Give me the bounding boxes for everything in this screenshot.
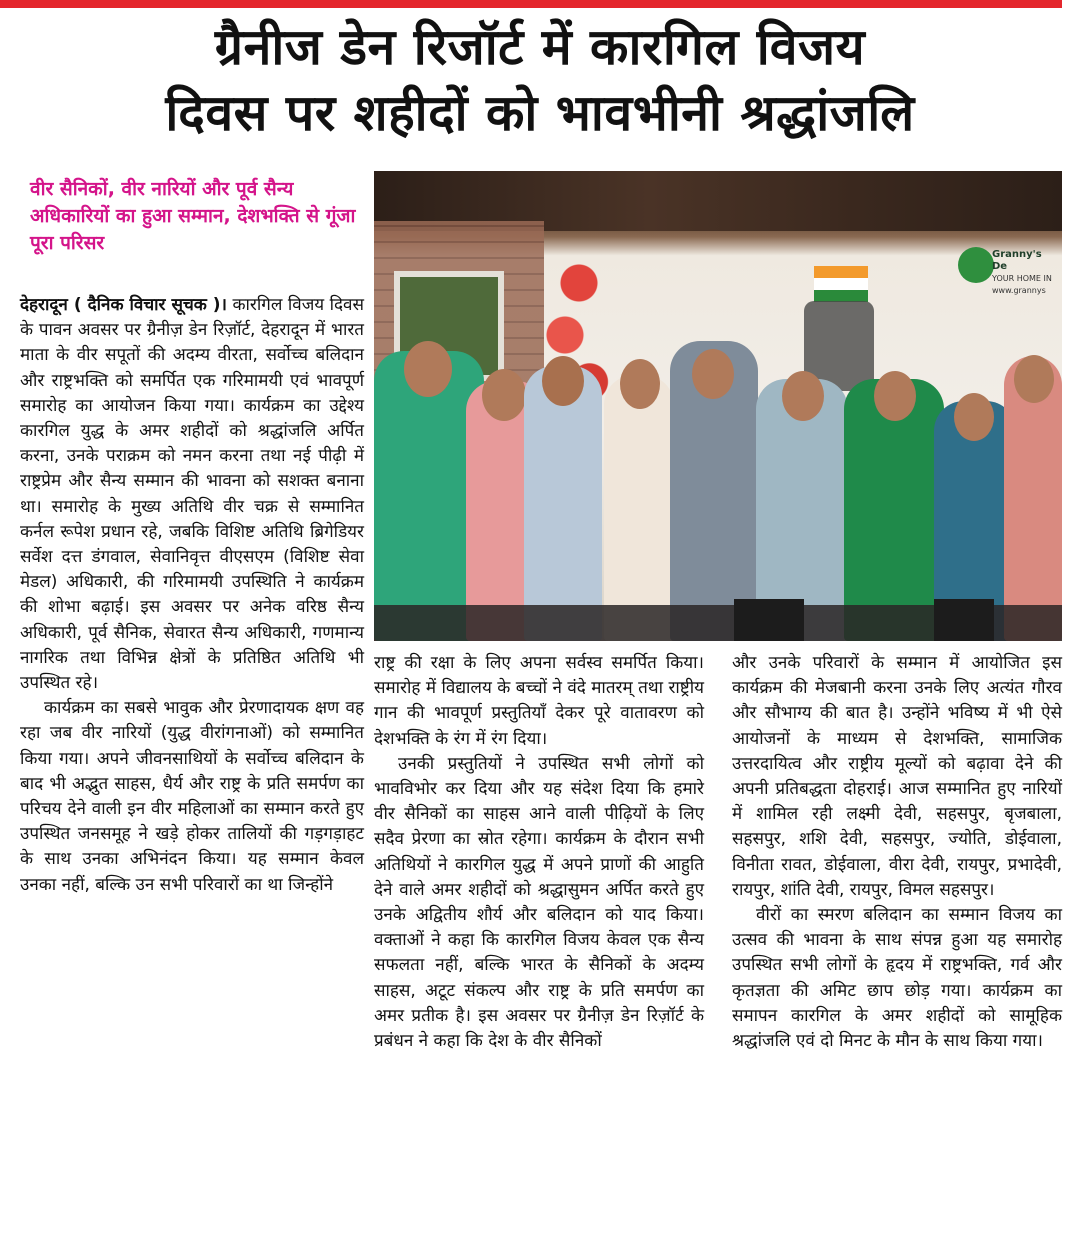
article-paragraph: वीरों का स्मरण बलिदान का सम्मान विजय का उत्सव की भावना के साथ संपन्न हुआ यह समारोह उपस्थित सभी लोगों के हृदय में राष्ट्रभक्ति, गर्व और कृतज्ञता की अमिट छाप छोड़ गया। कार्यक्रम का समापन कारगिल के अमर शहीदों को सामूहिक श्रद्धांजलि एवं दो मिनट के मौन के साथ किया गया। bbox=[732, 905, 1062, 1052]
person-head bbox=[782, 371, 824, 421]
person-head bbox=[874, 371, 916, 421]
headline-line-2: दिवस पर शहीदों को भावभीनी श्रद्धांजलि bbox=[165, 84, 915, 142]
headline-line-1: ग्रैनीज डेन रिजॉर्ट में कारगिल विजय bbox=[214, 18, 866, 76]
article-column-1 bbox=[20, 293, 364, 898]
article-column-2 bbox=[374, 651, 704, 1054]
resort-logo-icon bbox=[958, 247, 994, 283]
indian-flag bbox=[814, 266, 868, 302]
article-paragraph: उनकी प्रस्तुतियों ने उपस्थित सभी लोगों को भावविभोर कर दिया और यह संदेश दिया कि हमारे वीर सैनिकों का साहस आने वाली पीढ़ियों के लिए सदैव प्रेरणा का स्रोत रहेगा। कार्यक्रम के दौरान सभी अतिथियों ने कारगिल युद्ध में अपने प्राणों की आहुति देने वाले अमर शहीदों को श्रद्धासुमन अर्पित करते हुए उनके अद्वितीय शौर्य और बलिदान को याद किया। वक्ताओं ने कहा कि कारगिल विजय केवल एक सैन्य सफलता नहीं, बल्कि भारत के सैनिकों के अदम्य साहस, अटूट संकल्प और राष्ट्र के प्रति समर्पण का अमर प्रतीक है। इस अवसर पर ग्रैनीज़ डेन रिज़ॉर्ट के प्रबंधन ने कहा कि देश के वीर सैनिकों bbox=[374, 753, 704, 1052]
article-paragraph: कार्यक्रम का सबसे भावुक और प्रेरणादायक क्षण वह रहा जब वीर नारियों (युद्ध वीरांगनाओं) को सम्मानित किया गया। अपने जीवनसाथियों के सर्वोच्च बलिदान के बाद भी अद्भुत साहस, धैर्य और राष्ट्र के प्रति समर्पण का परिचय देने वाली इन वीर महिलाओं का सम्मान करते हुए उपस्थित जनसमूह ने खड़े होकर तालियों की गड़गड़ाहट के साथ उनका अभिनंदन किया। यह सम्मान केवल उनका नहीं, बल्कि उन सभी परिवारों का था जिन्होंने bbox=[20, 698, 364, 895]
person-head bbox=[954, 393, 994, 441]
event-photo bbox=[374, 171, 1062, 641]
person bbox=[524, 366, 602, 641]
stage-speaker bbox=[734, 599, 804, 641]
stage-speaker bbox=[934, 599, 994, 641]
headline bbox=[0, 14, 1080, 146]
dateline: देहरादून ( दैनिक विचार सूचक )। bbox=[20, 295, 227, 315]
group-of-people bbox=[374, 311, 1062, 641]
article-column-3 bbox=[732, 651, 1062, 1054]
backdrop-banner bbox=[992, 249, 1058, 297]
banner-brand: Granny's De bbox=[992, 249, 1042, 272]
article-paragraph bbox=[20, 293, 364, 696]
person bbox=[604, 375, 674, 641]
article-paragraph: और उनके परिवारों के सम्मान में आयोजित इस कार्यक्रम की मेजबानी करना उनके लिए अत्यंत गौरव और सौभाग्य की बात है। उन्होंने भविष्य में भी ऐसे आयोजनों के माध्यम से देशभक्ति, सामाजिक उत्तरदायित्व और राष्ट्रीय मूल्यों को बढ़ावा देने की अपनी प्रतिबद्धता दोहराई। आज सम्मानित हुए नारियों में शामिल रही लक्ष्मी देवी, सहसपुर, बृजबाला, सहसपुर, शशि देवी, सहसपुर, ज्योति, डोईवाला, विनीता रावत, डोईवाला, वीरा देवी, रायपुर, प्रभादेवी, रायपुर, शांति देवी, रायपुर, विमल सहसपुर। bbox=[732, 653, 1062, 900]
person-head bbox=[404, 341, 452, 397]
subheadline: वीर सैनिकों, वीर नारियों और पूर्व सैन्य अधिकारियों का हुआ सम्मान, देशभक्ति से गूंजा पूरा परिसर bbox=[30, 178, 356, 254]
article-text: कारगिल विजय दिवस के पावन अवसर पर ग्रैनीज़ डेन रिज़ॉर्ट, देहरादून में भारत माता के वीर सपूतों की अदम्य वीरता, सर्वोच्च बलिदान और राष्ट्रभक्ति को समर्पित एक गरिमामयी एवं भावपूर्ण समारोह का आयोजन किया गया। कार्यक्रम का उद्देश्य कारगिल युद्ध के अमर शहीदों को श्रद्धांजलि अर्पित करना, उनके पराक्रम को नमन करना तथा नई पीढ़ी में राष्ट्रप्रेम और सैन्य सम्मान की भावना को सशक्त बनाना था। समारोह के मुख्य अतिथि वीर चक्र से सम्मानित कर्नल रूपेश प्रधान रहे, जबकि विशिष्ट अतिथि ब्रिगेडियर सर्वेश दत्त डंगवाल, सेवानिवृत्त वीएसएम (विशिष्ट सेवा मेडल) अधिकारी, की गरिमामयी उपस्थिति ने कार्यक्रम की शोभा बढ़ाई। इस अवसर पर अनेक वरिष्ठ सैन्य अधिकारी, पूर्व सैनिक, सेवारत सैन्य अधिकारी, गणमान्य नागरिक तथा विभिन्न क्षेत्रों के प्रतिष्ठित अतिथि भी उपस्थित रहे। bbox=[20, 295, 365, 694]
person-head bbox=[542, 356, 584, 406]
article-paragraph: राष्ट्र की रक्षा के लिए अपना सर्वस्व समर्पित किया। समारोह में विद्यालय के बच्चों ने वंदे मातरम् तथा राष्ट्रीय गान की भावपूर्ण प्रस्तुतियाँ देकर पूरे वातावरण को देशभक्ति के रंग में रंग दिया। bbox=[374, 653, 704, 749]
banner-tagline: YOUR HOME IN bbox=[992, 274, 1052, 283]
top-red-rule bbox=[0, 0, 1062, 8]
person-head bbox=[1014, 355, 1054, 403]
person-head bbox=[692, 349, 734, 399]
person-head bbox=[620, 359, 660, 409]
person-head bbox=[482, 369, 526, 421]
banner-url: www.grannys bbox=[992, 286, 1046, 295]
